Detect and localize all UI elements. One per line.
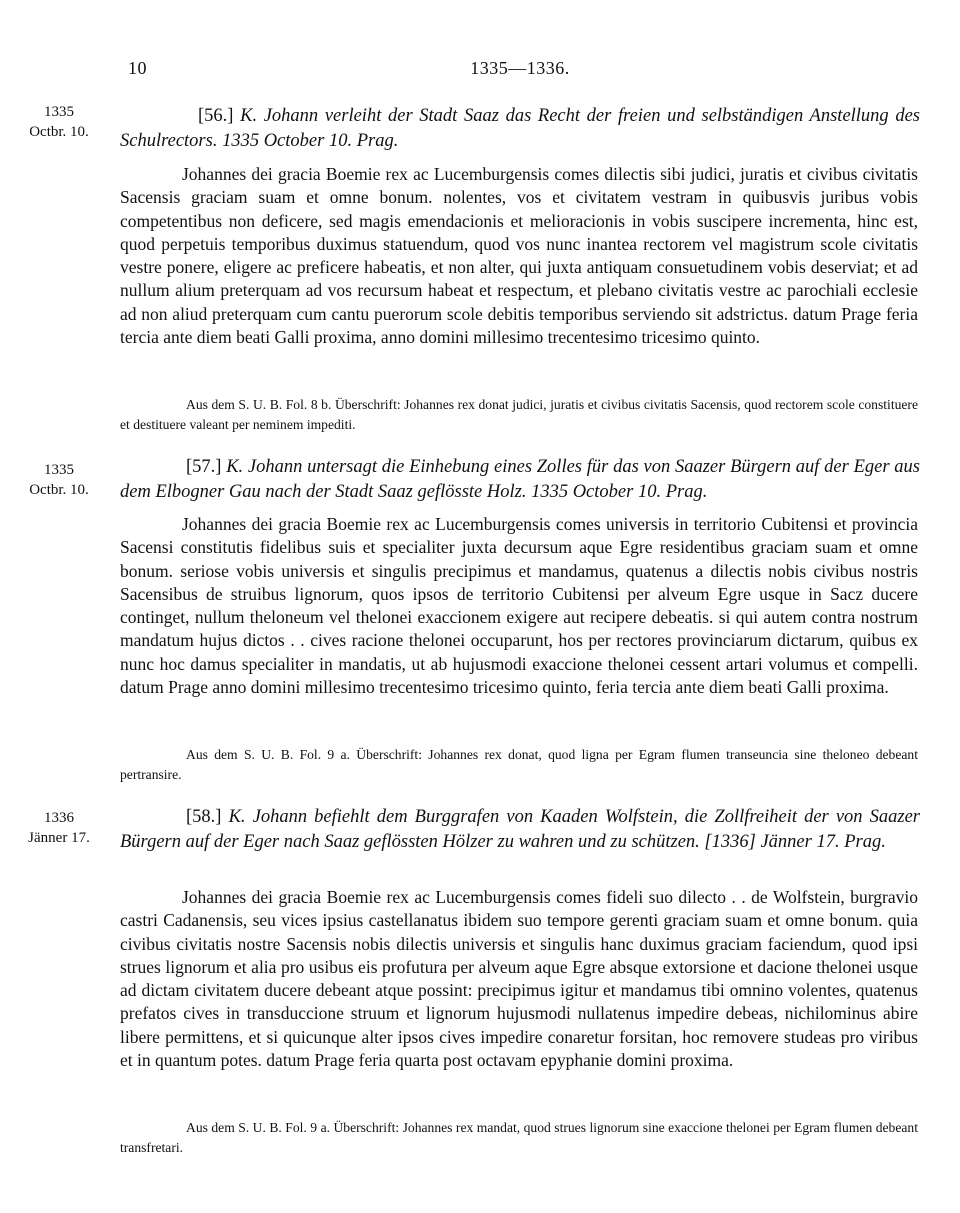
page-number: 10 (128, 58, 147, 78)
margin-year: 1335 (44, 104, 74, 120)
entry-summary: K. Johann verleiht der Stadt Saaz das Recht der freien und selbständigen Anstellung des Schulrectors. 1335 October 10. Prag. (120, 106, 920, 151)
margin-date (0, 808, 118, 848)
page-header (120, 58, 920, 82)
margin-year: 1335 (44, 462, 74, 478)
margin-day: Octbr. 10. (29, 124, 89, 140)
source-note: Aus dem S. U. B. Fol. 8 b. Überschrift: Johannes rex donat judici, juratis et civibus civitatis Sacensis, quod rectorem scole constituere et destituere valeant per neminem impediti. (120, 397, 918, 432)
entry-summary: K. Johann untersagt die Einhebung eines Zolles für das von Saazer Bürgern auf der Eger aus dem Elbogner Gau nach der Stadt Saaz geflösste Holz. 1335 October 10. Prag. (120, 457, 920, 502)
entry-text: Johannes dei gracia Boemie rex ac Lucemburgensis comes universis in territorio Cubitensi et provincia Sacensi constitutis fidelibus suis et specialiter juxta decursum aque Egre residentibus graciam suam et omne bonum. seriose vobis universis et singulis precipimus et mandamus, quatenus a dilectis nobis civibus nostris Sacensibus de struibus lignorum, quos ipsos de territorio Cubitensi per alveum Egre usque in Sacz ducere continget, nullum theloneum vel thelonei exaccionem exigere aut recipere debeatis. si qui autem contra nostrum mandatum hujus dictos . . cives racione thelonei occuparunt, hos per rectores provinciarum dictarum, quibus ex nunc hoc damus specialiter in mandatis, ut ab hujusmodi exaccione thelonei cessent artari volumus et compelli. datum Prage anno domini millesimo trecentesimo tricesimo quinto, feria tercia ante diem beati Galli proxima. (120, 514, 918, 698)
entry-text: Johannes dei gracia Boemie rex ac Lucemburgensis comes fideli suo dilecto . . de Wolfstein, burgravio castri Cadanensis, seu vices ipsius castellanatus ibidem suo tempore gerenti graciam suam et omne bonum. quia civibus civitatis nostre Sacensis nobis dilectis universis et singulis hanc duximus graciam faciendum, quod ipsi strues lignorum et alia pro usibus eis profutura per alveum aque Egre absque extorsione et dacione thelonei usque ad dictam civitatem ducere debeant atque possint: precipimus igitur et mandamus tibi omnino volentes, quatenus prefatos cives in transduccione struum et lignorum hujusmodi nullatenus impedire debeas, nichilominus abire libere permittens, et si quicunque alter ipsos cives impedire conaretur forsitan, hoc removere studeas pro viribus et in quantum potes. datum Prage feria quarta post octavam epyphanie domini proxima. (120, 887, 918, 1071)
margin-day: Jänner 17. (28, 830, 90, 846)
entry-summary: K. Johann befiehlt dem Burggrafen von Kaaden Wolfstein, die Zollfreiheit der von Saazer Bürgern auf der Eger nach Saaz geflössten Hölzer zu wahren und zu schützen. [1336] Jänner 17. Prag. (120, 807, 921, 852)
entry-heading (120, 104, 920, 154)
margin-date (0, 102, 118, 142)
page-year-range: 1335—1336. (470, 58, 570, 78)
margin-date (0, 460, 118, 500)
source-note: Aus dem S. U. B. Fol. 9 a. Überschrift: Johannes rex donat, quod ligna per Egram flumen transeuncia sine theloneo debeant pertransire. (120, 747, 918, 782)
margin-year: 1336 (44, 810, 74, 826)
entry-heading (120, 805, 920, 855)
entry-number: [57.] (186, 457, 222, 477)
entry-text: Johannes dei gracia Boemie rex ac Lucemburgensis comes dilectis sibi judici, juratis et civibus civitatis Sacensis graciam suam et omne bonum. nolentes, vos et civitatem vestram in quibusvis juribus vobis competentibus non deficere, sed magis emendacionis et melioracionis in vobis suscipere incrementa, hinc est, quod perpetuis temporibus duximus statuendum, quod vos nunc inantea rectorem vel magistrum scole civitatis vestre ponere, eligere ac preficere habeatis, et non alter, qui juxta antiquam consuetudinem vobis deserviat; et ad nullum alium preterquam ad vos recursum habeat et respectum, et plebano civitatis vestre ac parochiali ecclesie ad non aliud preterquam cum cantu puerorum scole debitis temporibus serviendo sit adstrictus. datum Prage feria tercia ante diem beati Galli proxima, anno domini millesimo trecentesimo tricesimo quinto. (120, 164, 918, 348)
entry-number: [58.] (186, 807, 222, 827)
source-note: Aus dem S. U. B. Fol. 9 a. Überschrift: Johannes rex mandat, quod strues lignorum sine exaccione thelonei per Egram flumen debeant transfretari. (120, 1120, 918, 1155)
entry-heading (120, 455, 920, 505)
entry-number: [56.] (198, 106, 234, 126)
margin-day: Octbr. 10. (29, 482, 89, 498)
